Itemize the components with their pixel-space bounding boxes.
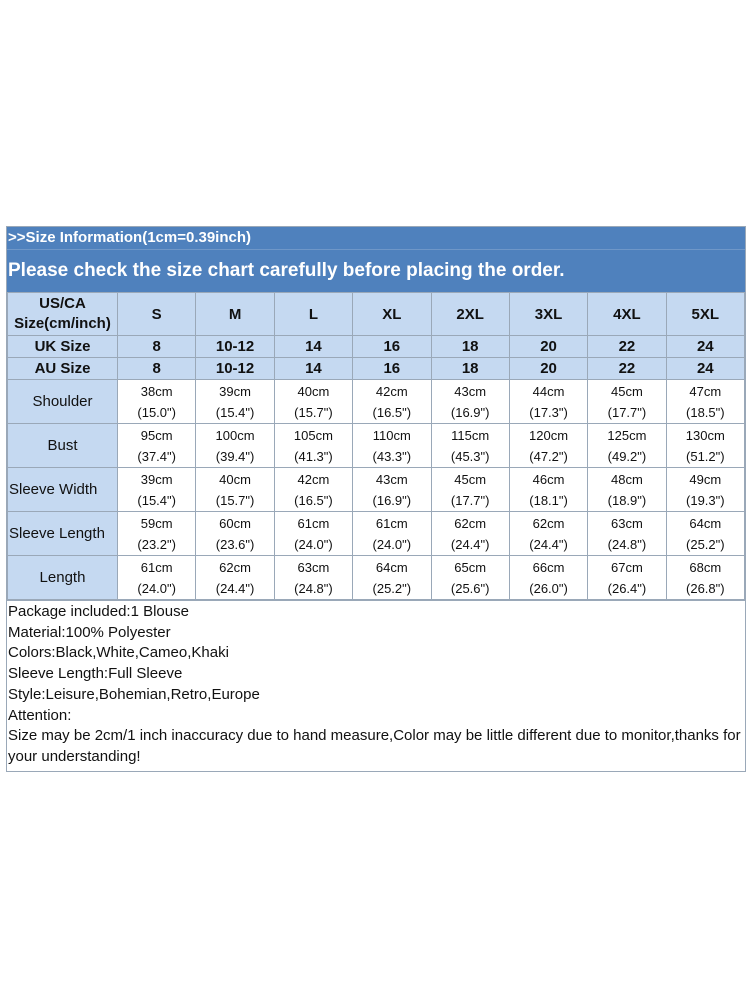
au-size-label: AU Size xyxy=(8,358,118,380)
measurement-inch: (25.6") xyxy=(450,580,490,596)
au-size-cell: 16 xyxy=(353,358,431,380)
au-size-cell: 24 xyxy=(666,358,744,380)
measurement-cell xyxy=(353,512,431,556)
us-size-cell: 3XL xyxy=(509,293,587,336)
measurement-cm: 65cm xyxy=(454,559,487,575)
measurement-cm: 67cm xyxy=(611,559,643,575)
measurement-inch: (24.0") xyxy=(372,536,412,552)
measurement-inch: (15.4") xyxy=(215,404,255,420)
measurement-cell xyxy=(274,512,352,556)
uk-size-cell: 16 xyxy=(353,336,431,358)
material-note: Material:100% Polyester xyxy=(8,623,171,641)
measurement-row xyxy=(8,556,745,600)
measurement-cell xyxy=(118,556,196,600)
sleeve-length-note: Sleeve Length:Full Sleeve xyxy=(8,665,183,683)
measurement-label: Sleeve Length xyxy=(8,512,118,556)
us-size-cell: XL xyxy=(353,293,431,336)
measurement-cm: 59cm xyxy=(140,515,173,531)
measurement-inch: (47.2") xyxy=(529,448,568,464)
measurement-cell xyxy=(666,424,744,468)
us-ca-label-line1: US/CA xyxy=(39,295,86,312)
measurement-cell xyxy=(666,556,744,600)
measurement-cm: 120cm xyxy=(529,427,569,443)
measurement-cell xyxy=(196,512,274,556)
us-ca-label xyxy=(8,293,118,336)
measurement-inch: (24.4") xyxy=(215,580,255,596)
measurement-inch: (16.5") xyxy=(372,404,412,420)
measurement-cm: 45cm xyxy=(454,471,487,487)
measurement-row xyxy=(8,424,745,468)
measurement-inch: (41.3") xyxy=(294,448,333,464)
measurement-cell xyxy=(274,556,352,600)
measurement-inch: (26.0") xyxy=(529,580,568,596)
measurement-cm: 44cm xyxy=(532,383,565,399)
measurement-cm: 42cm xyxy=(297,471,330,487)
measurement-cm: 62cm xyxy=(219,559,251,575)
measurement-cm: 125cm xyxy=(607,427,647,443)
measurement-cell xyxy=(196,468,274,512)
measurement-cell xyxy=(509,424,587,468)
measurement-inch: (51.2") xyxy=(686,448,725,464)
measurement-cell xyxy=(431,512,509,556)
measurement-inch: (17.3") xyxy=(529,404,568,420)
measurement-cell xyxy=(431,424,509,468)
measurement-cm: 40cm xyxy=(219,471,251,487)
measurement-cell xyxy=(509,380,587,424)
us-ca-label-line2: Size(cm/inch) xyxy=(14,315,111,332)
measurement-inch: (24.0") xyxy=(137,580,176,596)
measurement-inch: (18.9") xyxy=(607,492,647,508)
measurement-inch: (37.4") xyxy=(137,448,176,464)
measurement-inch: (24.8") xyxy=(294,580,333,596)
measurement-cell xyxy=(666,380,744,424)
uk-size-cell: 18 xyxy=(431,336,509,358)
au-size-cell: 10-12 xyxy=(196,358,274,380)
size-chart xyxy=(6,226,746,772)
measurement-inch: (25.2") xyxy=(372,580,412,596)
measurement-cm: 95cm xyxy=(140,427,173,443)
us-ca-size-row xyxy=(8,293,745,336)
measurement-cm: 115cm xyxy=(451,427,490,443)
measurement-label: Sleeve Width xyxy=(8,468,118,512)
au-size-cell: 14 xyxy=(274,358,352,380)
uk-size-cell: 22 xyxy=(588,336,666,358)
measurement-cm: 63cm xyxy=(297,559,330,575)
measurement-cell xyxy=(196,424,274,468)
measurement-cell xyxy=(666,512,744,556)
us-size-cell: 2XL xyxy=(431,293,509,336)
measurement-inch: (24.0") xyxy=(294,536,333,552)
measurement-cm: 39cm xyxy=(219,383,251,399)
measurement-cm: 49cm xyxy=(689,471,722,487)
uk-size-cell: 10-12 xyxy=(196,336,274,358)
measurement-label: Length xyxy=(8,556,118,600)
measurement-inch: (19.3") xyxy=(686,492,725,508)
measurement-cell xyxy=(509,556,587,600)
measurement-cell xyxy=(196,556,274,600)
measurement-cm: 66cm xyxy=(532,559,565,575)
colors-note: Colors:Black,White,Cameo,Khaki xyxy=(8,644,229,662)
measurement-label: Bust xyxy=(8,424,118,468)
uk-size-label: UK Size xyxy=(8,336,118,358)
measurement-label: Shoulder xyxy=(8,380,118,424)
measurement-cell xyxy=(588,468,666,512)
measurement-cell xyxy=(118,380,196,424)
uk-size-cell: 24 xyxy=(666,336,744,358)
au-size-cell: 22 xyxy=(588,358,666,380)
measurement-cm: 38cm xyxy=(140,383,173,399)
measurement-row xyxy=(8,380,745,424)
measurement-inch: (23.2") xyxy=(137,536,176,552)
measurement-cm: 61cm xyxy=(297,515,330,531)
measurement-cell xyxy=(353,424,431,468)
measurement-row xyxy=(8,468,745,512)
measurement-inch: (16.9") xyxy=(450,404,490,420)
measurement-row xyxy=(8,512,745,556)
measurement-cell xyxy=(431,468,509,512)
measurement-cell xyxy=(431,380,509,424)
measurement-cm: 68cm xyxy=(689,559,722,575)
measurement-cell xyxy=(118,424,196,468)
attention-heading: Attention: xyxy=(8,706,72,724)
measurement-cm: 100cm xyxy=(215,427,255,443)
measurement-cm: 61cm xyxy=(140,559,173,575)
measurement-cm: 48cm xyxy=(611,471,643,487)
measurement-cell xyxy=(509,512,587,556)
measurement-cell xyxy=(274,468,352,512)
measurement-cm: 43cm xyxy=(375,471,408,487)
au-size-cell: 8 xyxy=(118,358,196,380)
measurement-inch: (18.5") xyxy=(686,404,725,420)
measurement-cm: 39cm xyxy=(140,471,173,487)
measurement-cm: 62cm xyxy=(532,515,565,531)
measurement-inch: (18.1") xyxy=(529,492,568,508)
measurement-cm: 40cm xyxy=(297,383,330,399)
us-size-cell: 4XL xyxy=(588,293,666,336)
measurement-cm: 46cm xyxy=(532,471,565,487)
us-size-cell: L xyxy=(274,293,352,336)
measurement-inch: (26.8") xyxy=(686,580,725,596)
measurement-cm: 110cm xyxy=(372,427,411,443)
measurement-cm: 47cm xyxy=(689,383,722,399)
measurement-cm: 63cm xyxy=(611,515,643,531)
measurement-cell xyxy=(118,468,196,512)
au-size-cell: 18 xyxy=(431,358,509,380)
measurement-cm: 61cm xyxy=(375,515,408,531)
measurement-cm: 130cm xyxy=(685,427,725,443)
measurement-cm: 62cm xyxy=(454,515,487,531)
measurement-inch: (15.7") xyxy=(294,404,333,420)
measurement-inch: (26.4") xyxy=(607,580,647,596)
measurement-inch: (24.4") xyxy=(450,536,490,552)
measurement-inch: (15.4") xyxy=(137,492,176,508)
measurement-cell xyxy=(353,556,431,600)
measurement-cell xyxy=(509,468,587,512)
disclaimer-note: Size may be 2cm/1 inch inaccuracy due to hand measure,Color may be little different due to monitor,thanks for your understanding! xyxy=(8,727,741,765)
measurement-cell xyxy=(588,512,666,556)
package-note: Package included:1 Blouse xyxy=(8,603,189,620)
measurement-cell xyxy=(353,468,431,512)
measurement-cell xyxy=(274,380,352,424)
measurement-cell xyxy=(353,380,431,424)
measurement-inch: (17.7") xyxy=(607,404,647,420)
measurement-inch: (16.9") xyxy=(372,492,412,508)
instruction-banner: Please check the size chart carefully before placing the order. xyxy=(7,249,745,292)
product-notes xyxy=(7,600,745,771)
size-table xyxy=(7,292,745,600)
uk-size-row xyxy=(8,336,745,358)
measurement-inch: (15.0") xyxy=(137,404,176,420)
uk-size-cell: 20 xyxy=(509,336,587,358)
measurement-inch: (43.3") xyxy=(372,448,412,464)
style-note: Style:Leisure,Bohemian,Retro,Europe xyxy=(8,685,260,703)
measurement-cm: 64cm xyxy=(375,559,408,575)
uk-size-cell: 14 xyxy=(274,336,352,358)
au-size-row xyxy=(8,358,745,380)
size-info-banner: >>Size Information(1cm=0.39inch) xyxy=(7,227,745,249)
measurement-inch: (24.8") xyxy=(607,536,647,552)
measurement-cm: 60cm xyxy=(219,515,251,531)
measurement-inch: (23.6") xyxy=(215,536,255,552)
measurement-cell xyxy=(588,424,666,468)
measurement-cell xyxy=(431,556,509,600)
measurement-cm: 42cm xyxy=(375,383,408,399)
measurement-cm: 43cm xyxy=(454,383,487,399)
us-size-cell: 5XL xyxy=(666,293,744,336)
measurement-inch: (49.2") xyxy=(607,448,647,464)
measurement-inch: (17.7") xyxy=(450,492,490,508)
measurement-inch: (45.3") xyxy=(450,448,490,464)
measurement-cell xyxy=(588,556,666,600)
measurement-inch: (15.7") xyxy=(215,492,255,508)
au-size-cell: 20 xyxy=(509,358,587,380)
measurement-cm: 45cm xyxy=(611,383,643,399)
measurement-cell xyxy=(666,468,744,512)
measurement-inch: (39.4") xyxy=(215,448,255,464)
measurement-cm: 105cm xyxy=(293,427,333,443)
measurement-cell xyxy=(274,424,352,468)
measurement-cell xyxy=(588,380,666,424)
us-size-cell: S xyxy=(118,293,196,336)
us-size-cell: M xyxy=(196,293,274,336)
uk-size-cell: 8 xyxy=(118,336,196,358)
measurement-inch: (16.5") xyxy=(294,492,333,508)
measurement-cell xyxy=(118,512,196,556)
measurement-inch: (24.4") xyxy=(529,536,568,552)
measurement-inch: (25.2") xyxy=(686,536,725,552)
measurement-cell xyxy=(196,380,274,424)
measurement-cm: 64cm xyxy=(689,515,722,531)
